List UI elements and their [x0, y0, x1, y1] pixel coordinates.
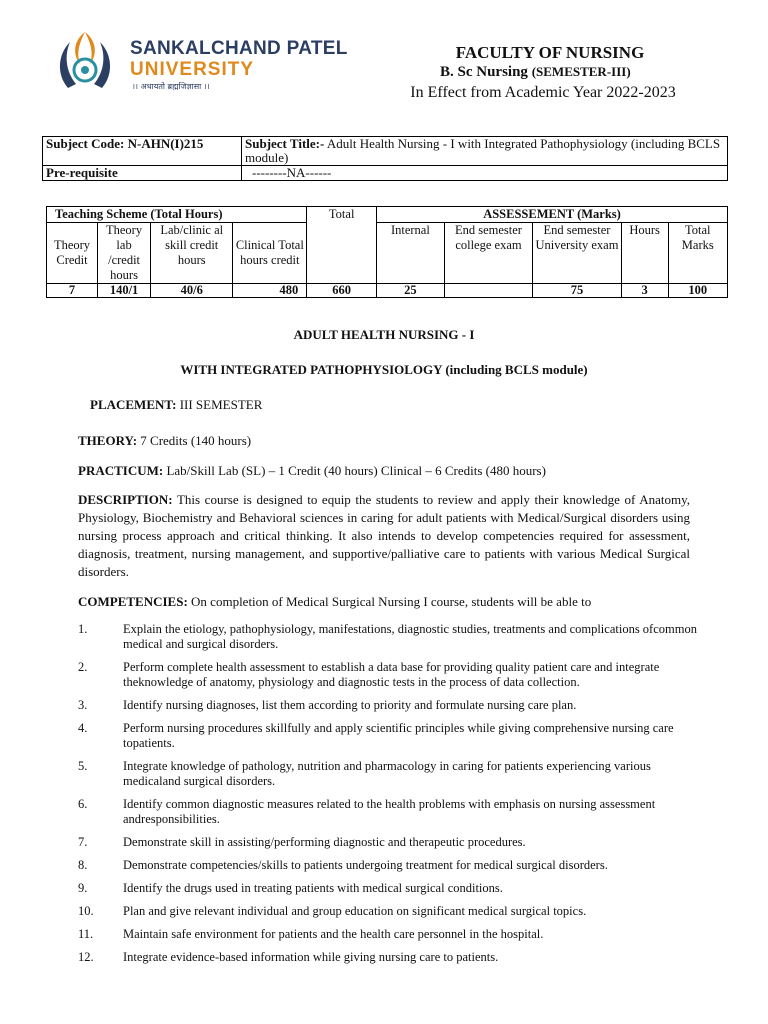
course-title: ADULT HEALTH NURSING - I [293, 327, 475, 342]
university-logo [50, 24, 348, 96]
val-theory-lab: 140/1 [98, 284, 151, 298]
col-theory-lab: Theory lab /credit hours [98, 223, 151, 284]
list-item-text: Explain the etiology, pathophysiology, manifestations, diagnostic studies, treatments and complications ofcommon medical and surgical disorders. [123, 622, 697, 651]
list-item-number: 7. [78, 835, 88, 849]
list-item [78, 950, 698, 965]
list-item-number: 4. [78, 721, 88, 735]
practicum-value: Lab/Skill Lab (SL) – 1 Credit (40 hours) Clinical – 6 Credits (480 hours) [166, 463, 546, 478]
placement-line [90, 397, 262, 413]
competencies-intro: On completion of Medical Surgical Nursing I course, students will be able to [191, 594, 592, 609]
course-subtitle: WITH INTEGRATED PATHOPHYSIOLOGY (including BCLS module) [180, 362, 588, 377]
logo-name-line2: UNIVERSITY [130, 59, 255, 80]
theory-value: 7 Credits (140 hours) [140, 433, 252, 448]
list-item [78, 622, 698, 652]
teaching-scheme-header: Teaching Scheme (Total Hours) [47, 207, 307, 223]
logo-name-line1: SANKALCHAND PATEL [130, 38, 348, 59]
list-item-text: Identify the drugs used in treating patients with medical surgical conditions. [123, 881, 503, 895]
list-item [78, 759, 698, 789]
program-name: B. Sc Nursing [440, 64, 528, 80]
list-item [78, 698, 698, 713]
prerequisite-label: Pre-requisite [43, 166, 242, 181]
val-total-marks: 100 [668, 284, 727, 298]
col-lab-clinic: Lab/clinic al skill credit hours [151, 223, 233, 284]
val-lab-clinic: 40/6 [151, 284, 233, 298]
col-end-university: End semester University exam [533, 223, 622, 284]
list-item-number: 11. [78, 927, 94, 941]
list-item-text: Integrate evidence-based information while giving nursing care to patients. [123, 950, 499, 964]
list-item [78, 797, 698, 827]
list-item-text: Maintain safe environment for patients and the health care personnel in the hospital. [123, 927, 544, 941]
assessment-header: ASSESSEMENT (Marks) [377, 207, 728, 223]
val-end-university: 75 [533, 284, 622, 298]
logo-tagline: ।। अधायतो ब्रह्मजिज्ञासा ।। [132, 82, 210, 91]
description-text: This course is designed to equip the students to review and apply their knowledge of Anatomy, Physiology, Biochemistry and Behavioral sciences in caring for adult patients with Medical/Surgical disorders using nursing process approach and critical thinking. It also intends to develop competencies required for assessment, diagnosis, treatment, nursing management, and supportive/palliative care to patients with various Medical Surgical disorders. [78, 492, 691, 579]
description-label: DESCRIPTION: [78, 492, 173, 507]
list-item [78, 835, 698, 850]
list-item-text: Plan and give relevant individual and group education on significant medical surgical topics. [123, 904, 587, 918]
list-item-number: 2. [78, 660, 88, 674]
val-total: 660 [307, 284, 377, 298]
list-item-text: Demonstrate competencies/skills to patients undergoing treatment for medical surgical disorders. [123, 858, 608, 872]
list-item-text: Perform nursing procedures skillfully and apply scientific principles while giving comprehensive nursing care topatients. [123, 721, 674, 750]
faculty-title: FACULTY OF NURSING [455, 43, 645, 62]
val-theory-credit: 7 [47, 284, 98, 298]
program-title [440, 64, 670, 81]
list-item-text: Demonstrate skill in assisting/performing diagnostic and therapeutic procedures. [123, 835, 526, 849]
list-item-text: Integrate knowledge of pathology, nutrition and pharmacology in caring for patients experiencing various medicaland surgical disorders. [123, 759, 651, 788]
list-item [78, 721, 698, 751]
list-item [78, 881, 698, 896]
list-item [78, 927, 698, 942]
competencies-list [78, 622, 698, 965]
scheme-table [46, 206, 728, 298]
theory-label: THEORY: [78, 433, 138, 448]
placement-value: III SEMESTER [179, 397, 263, 412]
prerequisite-row [43, 166, 728, 181]
col-hours: Hours [621, 223, 668, 284]
practicum-label: PRACTICUM: [78, 463, 164, 478]
scheme-values-row [47, 284, 728, 298]
subject-title-value: Adult Health Nursing - I with Integrated Pathophysiology (including BCLS module) [245, 136, 721, 165]
val-clinical-total: 480 [233, 284, 307, 298]
competencies-line [78, 594, 591, 610]
theory-line [78, 433, 251, 449]
list-item-number: 1. [78, 622, 88, 636]
list-item [78, 904, 698, 919]
scheme-columns-row [47, 223, 728, 284]
list-item-number: 12. [78, 950, 94, 964]
list-item-number: 5. [78, 759, 88, 773]
description-paragraph [78, 491, 690, 581]
subject-row [43, 137, 728, 166]
subject-title-cell [242, 137, 728, 166]
col-total-marks: Total Marks [668, 223, 727, 284]
list-item-number: 6. [78, 797, 88, 811]
university-emblem-icon [50, 24, 120, 94]
scheme-header-row [47, 207, 728, 223]
val-hours: 3 [621, 284, 668, 298]
val-internal: 25 [377, 284, 445, 298]
list-item-text: Perform complete health assessment to establish a data base for providing quality patient care and integrate theknowledge of anatomy, physiology and diagnostic tests in the process of data collection. [123, 660, 660, 689]
effective-year: In Effect from Academic Year 2022-2023 [410, 84, 676, 101]
competencies-label: COMPETENCIES: [78, 594, 188, 609]
prerequisite-value: --------NA------ [242, 166, 728, 181]
col-clinical-total: Clinical Total hours credit [233, 223, 307, 284]
val-end-college [444, 284, 533, 298]
subject-code: Subject Code: N-AHN(I)215 [43, 137, 242, 166]
practicum-line [78, 463, 546, 479]
list-item [78, 858, 698, 873]
subject-table [42, 136, 728, 181]
list-item [78, 660, 698, 690]
program-semester: (SEMESTER-III) [531, 64, 631, 79]
subject-title-label: Subject Title:- [245, 136, 325, 151]
col-internal: Internal [377, 223, 445, 284]
col-total: Total [307, 207, 377, 284]
col-end-college: End semester college exam [444, 223, 533, 284]
placement-label: PLACEMENT: [90, 397, 177, 412]
col-theory-credit: Theory Credit [47, 223, 98, 284]
list-item-number: 10. [78, 904, 94, 918]
list-item-number: 3. [78, 698, 88, 712]
list-item-text: Identify nursing diagnoses, list them according to priority and formulate nursing care plan. [123, 698, 577, 712]
list-item-number: 8. [78, 858, 88, 872]
list-item-number: 9. [78, 881, 88, 895]
list-item-text: Identify common diagnostic measures related to the health problems with emphasis on nursing assessment andresponsibilities. [123, 797, 656, 826]
